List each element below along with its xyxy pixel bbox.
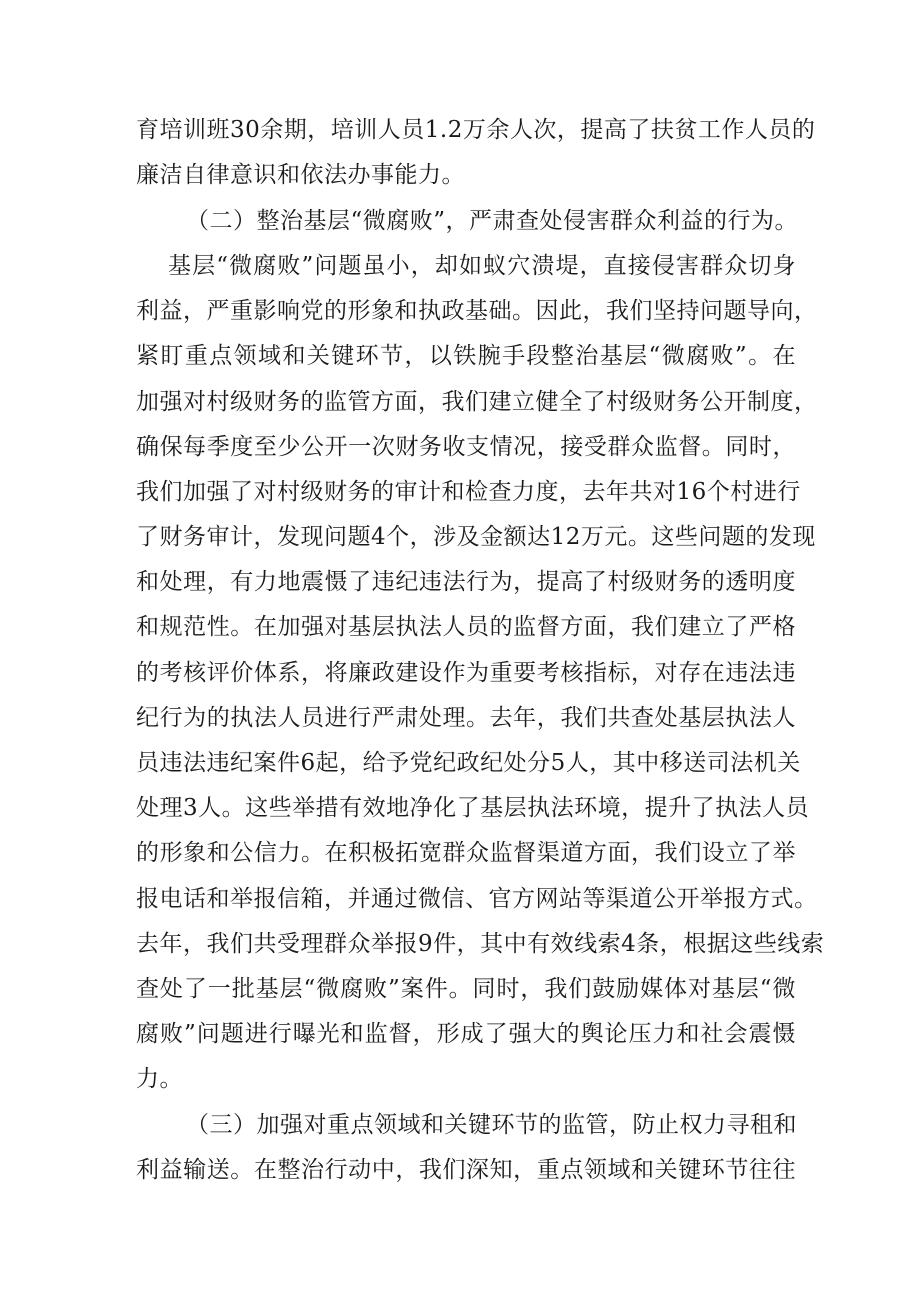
text-line: 员违法违纪案件6起，给予党纪政纪处分5人，其中移送司法机关 [136, 750, 801, 776]
text-line: 确保每季度至少公开一次财务收支情况，接受群众监督。同时， [136, 434, 796, 460]
text-line: 基层“微腐败”问题虽小，却如蚁穴溃堤，直接侵害群众切身 [168, 253, 796, 279]
text-line: 的考核评价体系，将廉政建设作为重要考核指标，对存在违法违 [136, 660, 796, 686]
text-line: 利益输送。在整治行动中，我们深知，重点领域和关键环节往往 [136, 1157, 796, 1183]
section-heading: （三）加强对重点领域和关键环节的监管，防止权力寻租和 [186, 1112, 797, 1138]
text-line: 我们加强了对村级财务的审计和检查力度，去年共对16个村进行 [136, 479, 801, 505]
text-line: 育培训班30余期，培训人员1.2万余人次，提高了扶贫工作人员的 [136, 117, 816, 143]
text-line: 处理3人。这些举措有效地净化了基层执法环境，提升了执法人员 [136, 795, 810, 821]
section-heading: （二）整治基层“微腐败”，严肃查处侵害群众利益的行为。 [186, 208, 799, 234]
text-line: 和规范性。在加强对基层执法人员的监督方面，我们建立了严格 [136, 614, 796, 640]
text-line: 的形象和公信力。在积极拓宽群众监督渠道方面，我们设立了举 [136, 840, 796, 866]
text-line: 腐败”问题进行曝光和监督，形成了强大的舆论压力和社会震慑 [136, 1021, 796, 1047]
text-line: 了财务审计，发现问题4个，涉及金额达12万元。这些问题的发现 [136, 524, 816, 550]
text-line: 纪行为的执法人员进行严肃处理。去年，我们共查处基层执法人 [136, 705, 796, 731]
text-line: 和处理，有力地震慑了违纪违法行为，提高了村级财务的透明度 [136, 569, 796, 595]
text-line: 力。 [136, 1066, 183, 1092]
text-line: 廉洁自律意识和依法办事能力。 [136, 162, 465, 188]
text-line: 查处了一批基层“微腐败”案件。同时，我们鼓励媒体对基层“微 [136, 976, 796, 1002]
text-line: 加强对村级财务的监管方面，我们建立健全了村级财务公开制度， [136, 389, 818, 415]
text-line: 去年，我们共受理群众举报9件，其中有效线索4条，根据这些线索 [136, 931, 825, 957]
text-line: 报电话和举报信箱，并通过微信、官方网站等渠道公开举报方式。 [136, 886, 818, 912]
text-line: 利益，严重影响党的形象和执政基础。因此，我们坚持问题导向， [136, 298, 818, 324]
text-line: 紧盯重点领域和关键环节，以铁腕手段整治基层“微腐败”。在 [136, 343, 796, 369]
